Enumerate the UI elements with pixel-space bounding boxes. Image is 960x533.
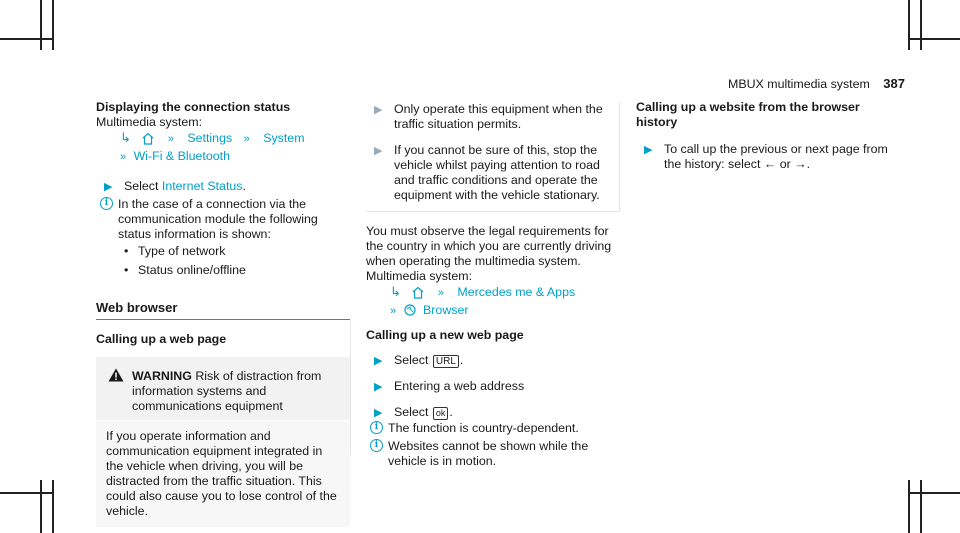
url-key-icon[interactable]: URL: [433, 355, 459, 368]
step-arrow-icon: ▶: [374, 407, 383, 419]
warning-step-text: If you cannot be sure of this, stop the vehicle whilst paying attention to road and traffic conditions and operate the equipment with the vehicle stationary.: [394, 143, 600, 202]
web-browser-heading: Web browser: [96, 300, 178, 315]
warning-step-1: [366, 102, 619, 132]
warning-title: Risk of distraction from information systems and communications equipment: [132, 369, 322, 413]
crop-mark: [908, 480, 910, 533]
step-select-ok: [366, 405, 620, 420]
step-arrow-icon: ▶: [374, 104, 383, 116]
column-2: [366, 102, 620, 469]
nav-mercedes-me-apps[interactable]: Mercedes me & Apps: [457, 285, 576, 299]
crop-mark: [920, 480, 922, 533]
column-1: [96, 100, 350, 527]
info-icon: i: [370, 421, 383, 434]
info-icon: i: [100, 197, 113, 210]
nav-settings[interactable]: Settings: [187, 131, 233, 145]
info-icon: i: [370, 439, 383, 452]
step-suffix: .: [449, 405, 453, 419]
step-text: To call up the previous or next page from the history: select: [664, 142, 888, 171]
double-chevron-icon: »: [390, 305, 397, 317]
step-arrow-icon: ▶: [374, 381, 383, 393]
list-item: • Type of network: [138, 244, 350, 259]
forward-arrow-icon[interactable]: →: [794, 157, 807, 171]
step-select-url: [366, 353, 620, 368]
warning-step-2: [366, 143, 619, 203]
history-heading: Calling up a website from the browser history: [636, 100, 860, 129]
step-arrow-icon: ▶: [374, 145, 383, 157]
step-suffix: .: [806, 157, 811, 171]
info-text: The function is country-dependent.: [388, 421, 579, 435]
ok-key-icon[interactable]: ok: [433, 407, 449, 420]
crop-mark: [920, 0, 922, 50]
heading-rule: [96, 319, 350, 320]
nav-path-2b: [390, 303, 620, 320]
crop-mark: [0, 492, 52, 494]
back-arrow-icon[interactable]: ←: [763, 157, 777, 171]
column-divider: [350, 320, 351, 455]
history-step: [636, 142, 890, 172]
warning-label: WARNING: [132, 369, 192, 383]
step-arrow-icon: ▶: [644, 144, 653, 156]
warning-steps-box: [366, 102, 620, 212]
double-chevron-icon: »: [167, 133, 174, 145]
list-item: • Status online/offline: [138, 263, 350, 278]
info-country: [366, 421, 620, 436]
arrow-hook-icon: ↳: [120, 130, 131, 145]
warning-box: [96, 357, 350, 527]
step-text: Select: [124, 179, 159, 193]
nav-system[interactable]: System: [263, 131, 305, 145]
crop-mark: [52, 0, 54, 50]
or-word: or: [779, 157, 791, 171]
section-title: Displaying the connection status: [96, 100, 291, 114]
home-icon: [142, 132, 154, 149]
step-suffix: .: [242, 179, 246, 193]
system-label: Multimedia system:: [366, 269, 473, 283]
nav-wifi-bluetooth[interactable]: Wi-Fi & Bluetooth: [133, 149, 230, 163]
nav-path-2: [390, 284, 620, 303]
running-title: MBUX multimedia system: [728, 77, 870, 91]
browser-icon: [404, 304, 416, 320]
home-icon: [412, 286, 424, 303]
step-enter-address: [366, 379, 620, 394]
info-connection: [96, 197, 350, 242]
crop-mark: [52, 480, 54, 533]
crop-mark: [908, 492, 960, 494]
info-motion: [366, 439, 620, 469]
info-text: Websites cannot be shown while the vehicle is in motion.: [388, 439, 589, 468]
warning-body: If you operate information and communication equipment integrated in the vehicle when driving, you will be distracted from the traffic situation. This could also cause you to lose control of the vehicle.: [96, 420, 350, 527]
column-3: [636, 100, 890, 172]
crop-mark: [0, 38, 52, 40]
nav-browser[interactable]: Browser: [423, 303, 469, 317]
nav-path-1b: [120, 149, 350, 165]
step-text: Select: [394, 353, 429, 367]
step-text: Entering a web address: [394, 379, 525, 393]
crop-mark: [40, 480, 42, 533]
nav-path-1: [120, 130, 350, 149]
status-list: [96, 244, 350, 278]
system-label: Multimedia system:: [96, 115, 203, 129]
new-page-heading: Calling up a new web page: [366, 328, 524, 342]
arrow-hook-icon: ↳: [390, 284, 401, 299]
step-select-internet-status: [96, 179, 350, 194]
double-chevron-icon: »: [120, 151, 127, 163]
crop-mark: [908, 38, 960, 40]
step-arrow-icon: ▶: [104, 181, 113, 193]
step-suffix: .: [459, 353, 464, 367]
double-chevron-icon: »: [437, 287, 444, 299]
warning-icon: [108, 368, 124, 386]
legal-text: You must observe the legal requirements for the country in which you are currently driving when operating the multimedia system.: [366, 224, 612, 268]
running-header: [728, 76, 905, 92]
step-arrow-icon: ▶: [374, 355, 383, 367]
warning-header: [96, 357, 350, 420]
internet-status-link[interactable]: Internet Status: [161, 179, 243, 193]
page-number: 387: [883, 76, 905, 91]
calling-heading: Calling up a web page: [96, 332, 227, 346]
info-text: In the case of a connection via the communication module the following status information is shown:: [118, 197, 318, 241]
step-text: Select: [394, 405, 429, 419]
warning-step-text: Only operate this equipment when the traffic situation permits.: [394, 102, 603, 131]
double-chevron-icon: »: [243, 133, 250, 145]
crop-mark: [40, 0, 42, 50]
crop-mark: [908, 0, 910, 50]
